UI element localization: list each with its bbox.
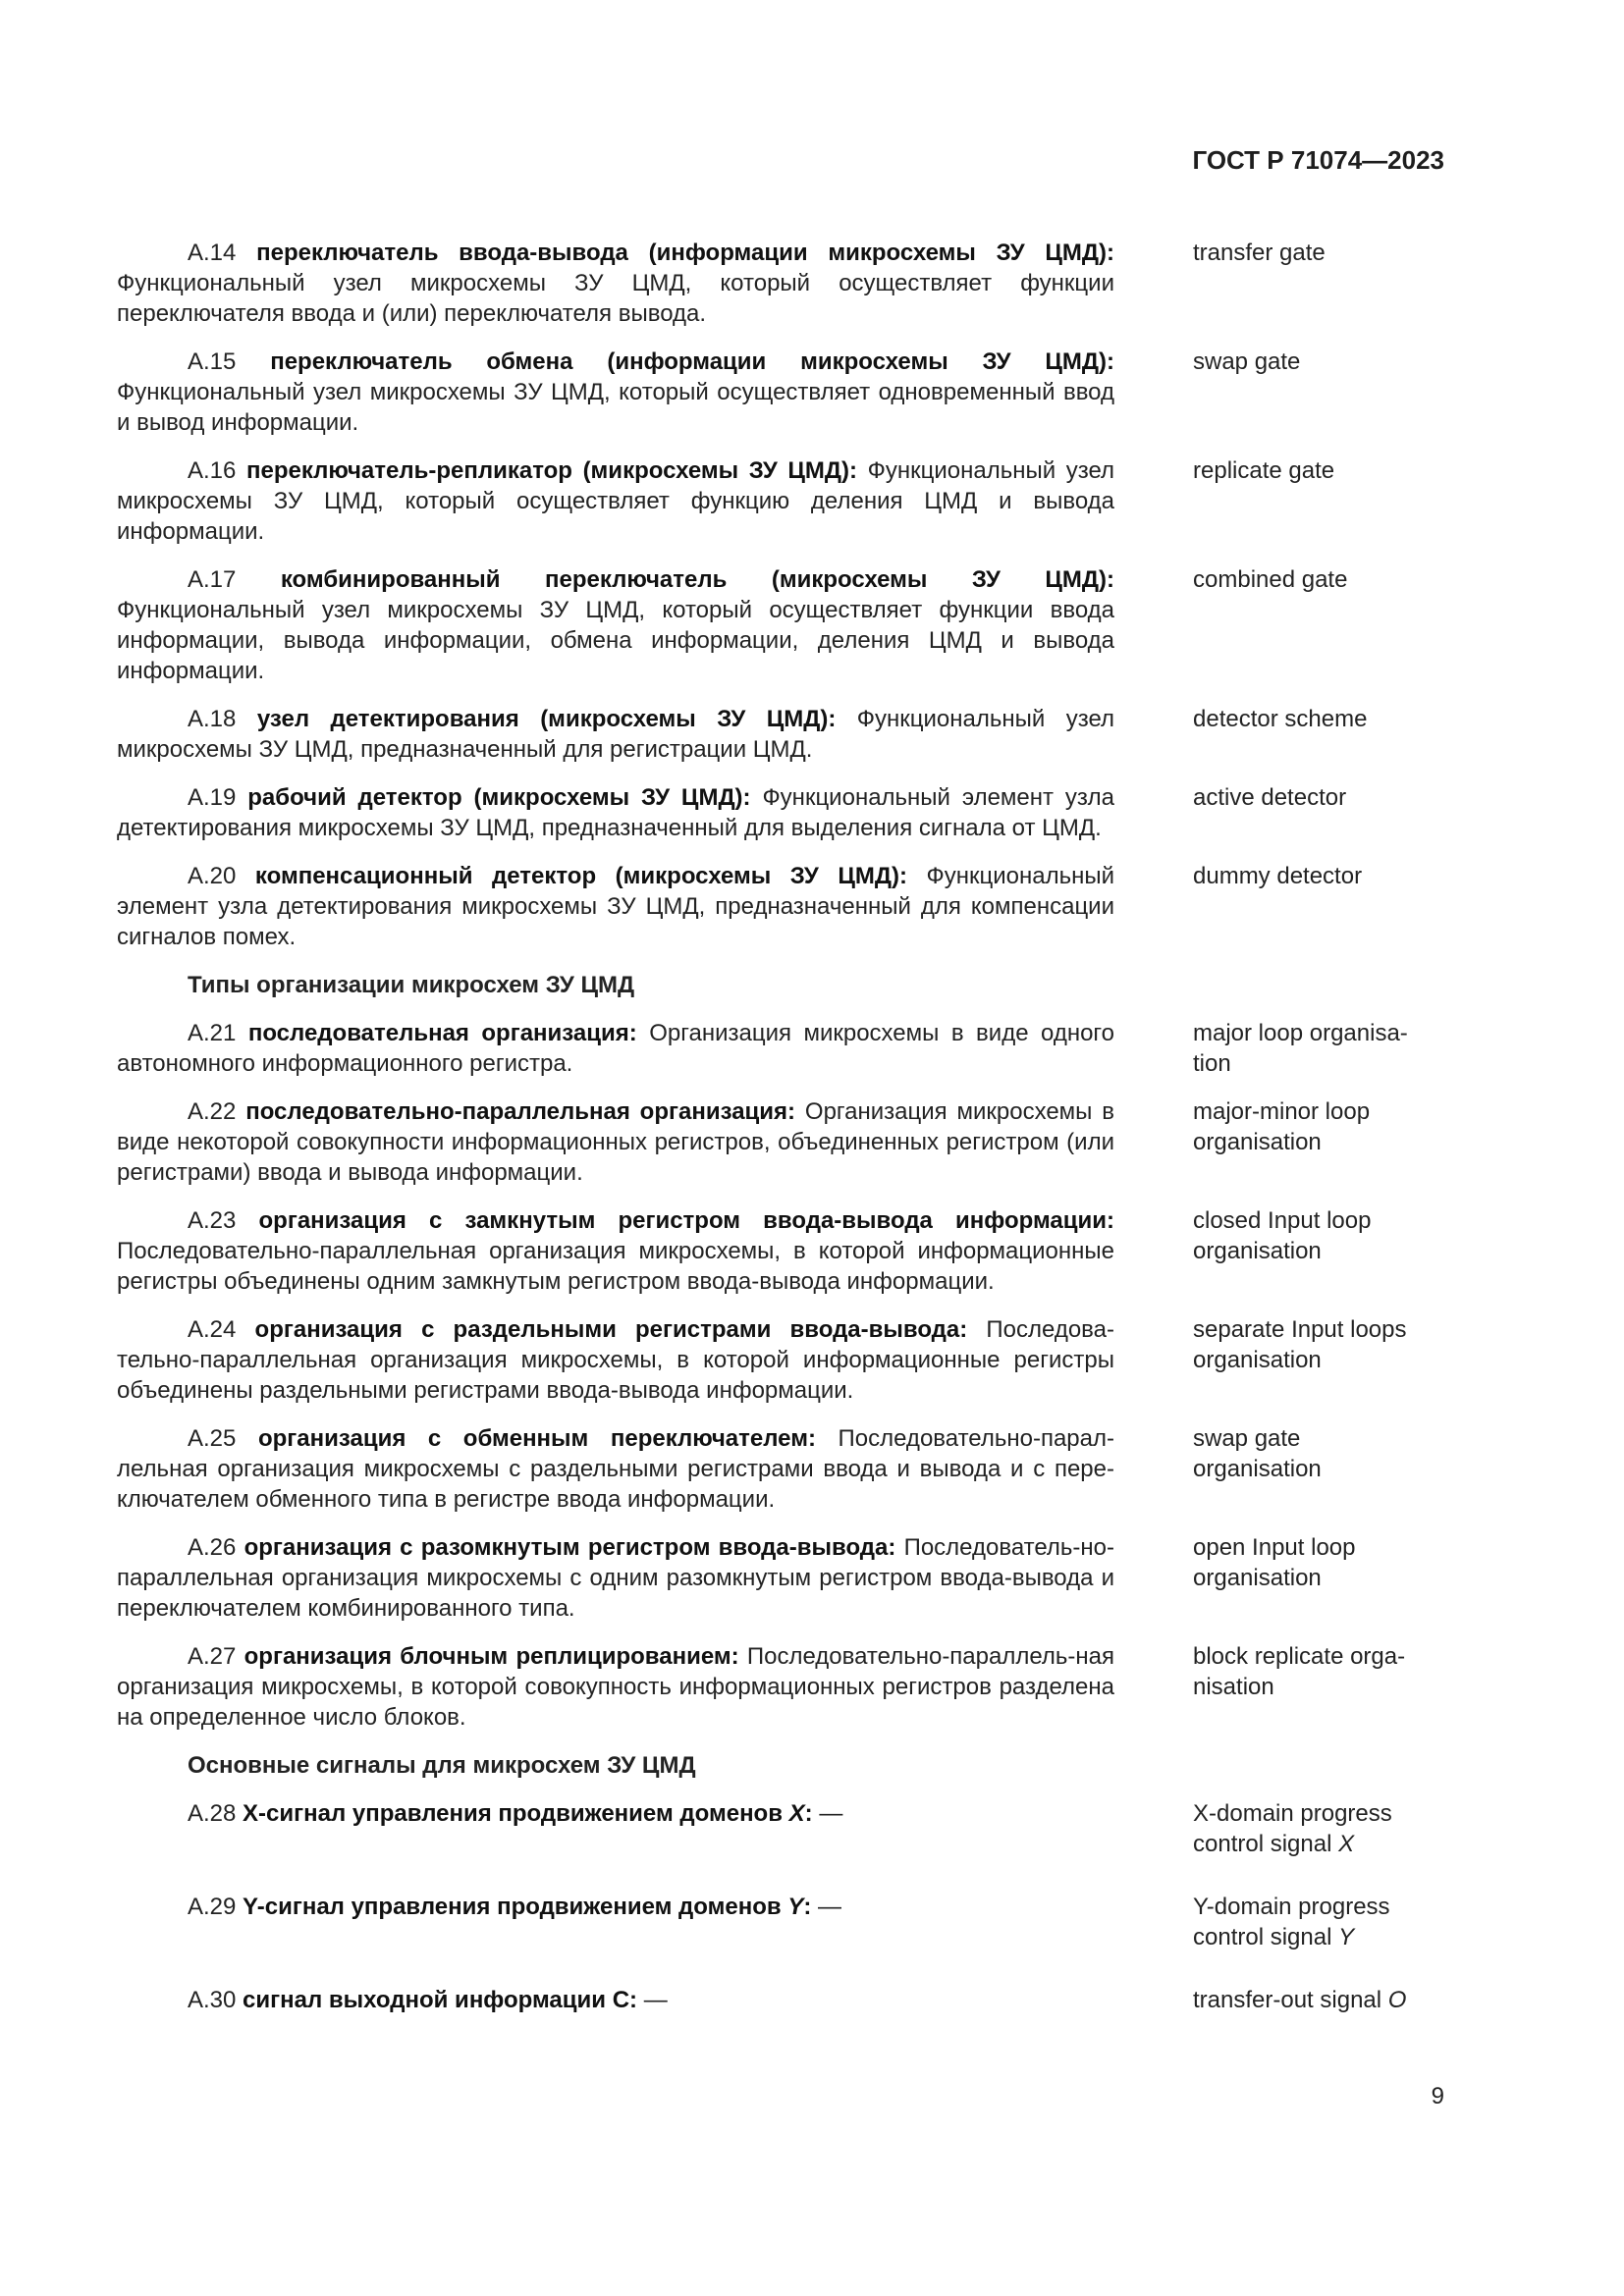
entry-text: [117, 1314, 1114, 1406]
entry-text: [117, 1096, 1114, 1188]
entry-text: [117, 1205, 1114, 1297]
entry-text: [117, 1798, 1114, 1859]
entry-number: А.15: [188, 348, 237, 375]
entry-text: [117, 1892, 1114, 1952]
entry-text: [117, 455, 1114, 547]
entry-number: А.18: [188, 706, 237, 732]
entry-term: последовательно-параллельная организация:: [245, 1098, 796, 1125]
glossary-entry: [117, 782, 1433, 843]
entry-english-term: detector scheme: [1193, 706, 1368, 732]
entry-number: А.22: [188, 1098, 237, 1125]
entry-english-term: dummy detector: [1193, 863, 1363, 889]
entry-term: переключатель обмена (информации микросхемы ЗУ ЦМД):: [270, 348, 1114, 375]
entry-number: А.25: [188, 1425, 237, 1452]
entry-english-term: replicate gate: [1193, 457, 1335, 484]
document-header: ГОСТ Р 71074—2023: [1192, 145, 1444, 175]
entry-number: А.21: [188, 1020, 237, 1046]
entry-definition: Последователь-но-параллельная организация микросхемы с одним разомкнутым регистром ввода-вывода и переключателем комбинированного типа.: [117, 1534, 1115, 1622]
glossary-entry: [117, 704, 1433, 765]
entry-english-term: open Input loop organisation: [1193, 1534, 1356, 1591]
glossary-entry: [117, 1532, 1433, 1624]
entry-number: А.19: [188, 784, 237, 811]
variable-symbol: Y: [1338, 1924, 1355, 1950]
entry-definition: —: [811, 1894, 842, 1920]
entry-english-term: closed Input loop organisation: [1193, 1207, 1372, 1264]
entry-term: Y-сигнал управления продвижением доменов Y:: [243, 1894, 812, 1920]
glossary-entry: [117, 861, 1433, 952]
entry-definition: —: [812, 1800, 843, 1827]
entry-english-term: Y-domain progress control signal Y: [1193, 1894, 1390, 1950]
entry-english-term: block replicate orga-nisation: [1193, 1643, 1406, 1700]
glossary-entry: [117, 1985, 1433, 2015]
variable-symbol: O: [1387, 1987, 1407, 2013]
entry-term: узел детектирования (микросхемы ЗУ ЦМД):: [256, 706, 837, 732]
entry-number: А.24: [188, 1316, 237, 1343]
entry-english-term: separate Input loops organisation: [1193, 1316, 1407, 1373]
variable-symbol: Y: [787, 1894, 804, 1920]
entry-term: X-сигнал управления продвижением доменов X:: [243, 1800, 813, 1827]
entry-english-term: X-domain progress control signal X: [1193, 1800, 1392, 1857]
entry-text: [117, 1985, 1114, 2015]
entry-term: переключатель-репликатор (микросхемы ЗУ ЦМД):: [245, 457, 857, 484]
entry-text: [117, 1423, 1114, 1515]
entry-definition: Функциональный узел микросхемы ЗУ ЦМД, который осуществляет функции переключателя ввода и (или) переключателя вывода.: [117, 270, 1114, 327]
entry-english-term: transfer-out signal O: [1193, 1987, 1407, 2013]
entry-english-term: swap gate organisation: [1193, 1425, 1322, 1482]
entry-definition: Функциональный элемент узла детектирования микросхемы ЗУ ЦМД, предназначенный для выделения сигнала от ЦМД.: [117, 784, 1114, 841]
entry-english-term: combined gate: [1193, 566, 1348, 593]
entry-definition: Последова-тельно-параллельная организация микросхемы, в которой информационные регистры объединены раздельными регистрами ввода-вывода информации.: [117, 1316, 1115, 1404]
entry-definition: —: [637, 1987, 668, 2013]
entry-number: А.23: [188, 1207, 237, 1234]
entry-term: организация с замкнутым регистром ввода-вывода информации:: [258, 1207, 1114, 1234]
entry-term: переключатель ввода-вывода (информации микросхемы ЗУ ЦМД):: [256, 240, 1114, 266]
entry-text: [117, 1532, 1114, 1624]
glossary-entry: [117, 1018, 1433, 1079]
entry-term: организация блочным реплицированием:: [244, 1643, 739, 1670]
entry-number: А.28: [188, 1800, 237, 1827]
entry-number: А.17: [188, 566, 237, 593]
glossary-entry: [117, 1205, 1433, 1297]
entry-english-term: major loop organisa-tion: [1193, 1020, 1408, 1077]
entry-english-term: transfer gate: [1193, 240, 1326, 266]
entry-term: последовательная организация:: [247, 1020, 637, 1046]
entry-number: А.16: [188, 457, 237, 484]
entry-definition: Функциональный узел микросхемы ЗУ ЦМД, который осуществляет функции ввода информации, вывода информации, обмена информации, деления ЦМД и вывода информации.: [117, 597, 1114, 684]
glossary-entry: [117, 1314, 1433, 1406]
entry-text: [117, 782, 1114, 843]
glossary: [117, 238, 1433, 2033]
entry-term: компенсационный детектор (микросхемы ЗУ ЦМД):: [254, 863, 907, 889]
glossary-entry: [117, 1798, 1433, 1859]
entry-definition: Функциональный узел микросхемы ЗУ ЦМД, который осуществляет одновременный ввод и вывод информации.: [117, 379, 1114, 436]
entry-term: комбинированный переключатель (микросхемы ЗУ ЦМД):: [280, 566, 1114, 593]
entry-english-term: major-minor loop organisation: [1193, 1098, 1371, 1155]
entry-definition: Последовательно-параллельная организация микросхемы, в которой информационные регистры объединены одним замкнутым регистром ввода-вывода информации.: [117, 1238, 1114, 1295]
entry-term: рабочий детектор (микросхемы ЗУ ЦМД):: [247, 784, 751, 811]
glossary-entry: [117, 1423, 1433, 1515]
entry-number: А.29: [188, 1894, 237, 1920]
entry-definition: Организация микросхемы в виде некоторой совокупности информационных регистров, объединенных регистром (или регистрами) ввода и вывода информации.: [117, 1098, 1115, 1186]
entry-term: сигнал выходной информации С:: [243, 1987, 638, 2013]
page-number: 9: [1431, 2083, 1444, 2109]
entry-text: [117, 704, 1114, 765]
entry-definition: Организация микросхемы в виде одного автономного информационного регистра.: [117, 1020, 1115, 1077]
variable-symbol: X: [1338, 1831, 1355, 1857]
entry-definition: Функциональный узел микросхемы ЗУ ЦМД, предназначенный для регистрации ЦМД.: [117, 706, 1115, 763]
glossary-entry: [117, 564, 1433, 686]
entry-term: организация с обменным переключателем:: [257, 1425, 816, 1452]
entry-definition: Функциональный элемент узла детектирования микросхемы ЗУ ЦМД, предназначенный для компенсации сигналов помех.: [117, 863, 1115, 950]
entry-text: [117, 1641, 1114, 1733]
entry-number: А.27: [188, 1643, 237, 1670]
entry-text: [117, 564, 1114, 686]
entry-text: [117, 861, 1114, 952]
entry-text: [117, 1018, 1114, 1079]
entry-term: организация с раздельными регистрами ввода-вывода:: [254, 1316, 968, 1343]
entry-definition: Функциональный узел микросхемы ЗУ ЦМД, который осуществляет функцию деления ЦМД и вывода информации.: [117, 457, 1115, 545]
glossary-entry: [117, 1096, 1433, 1188]
entry-number: А.14: [188, 240, 237, 266]
entry-definition: Последовательно-параллель-ная организация микросхемы, в которой совокупность информационных регистров разделена на определенное число блоков.: [117, 1643, 1114, 1731]
glossary-entry: [117, 1641, 1433, 1733]
entry-text: [117, 238, 1114, 329]
variable-symbol: X: [788, 1800, 805, 1827]
glossary-entry: [117, 455, 1433, 547]
entry-number: А.20: [188, 863, 237, 889]
entry-term: организация с разомкнутым регистром ввода-вывода:: [244, 1534, 896, 1561]
entry-definition: Последовательно-парал-лельная организация микросхемы с раздельными регистрами ввода и вывода и с пере-ключателем обменного типа в регистре ввода информации.: [117, 1425, 1114, 1513]
section-title: Основные сигналы для микросхем ЗУ ЦМД: [188, 1752, 696, 1779]
glossary-entry: [117, 238, 1433, 329]
entry-english-term: swap gate: [1193, 348, 1301, 375]
entry-english-term: active detector: [1193, 784, 1347, 811]
section-title: Типы организации микросхем ЗУ ЦМД: [188, 972, 635, 998]
glossary-entry: [117, 347, 1433, 438]
entry-text: [117, 347, 1114, 438]
entry-number: А.30: [188, 1987, 237, 2013]
glossary-entry: [117, 1892, 1433, 1952]
entry-number: А.26: [188, 1534, 237, 1561]
